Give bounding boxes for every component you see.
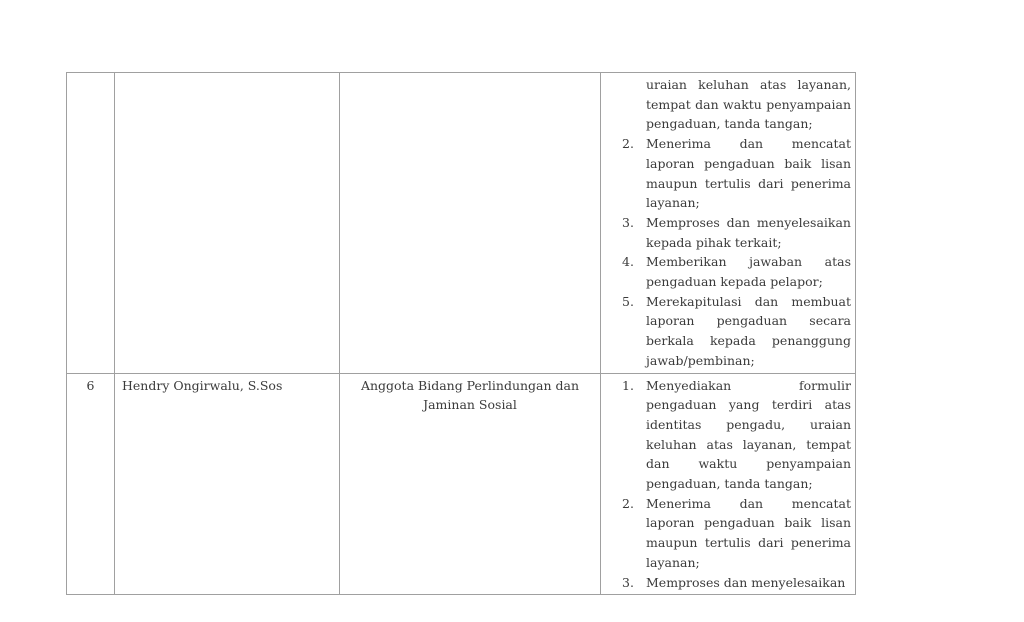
member-position: Anggota Bidang Perlindungan dan Jaminan Sosial xyxy=(360,377,580,413)
duty-item-number: 2. xyxy=(622,136,634,152)
cell-name xyxy=(115,373,340,595)
duty-continuation-text: uraian keluhan atas layanan, tempat dan waktu penyampaian pengaduan, tanda tangan; xyxy=(646,77,851,132)
duties-list xyxy=(605,75,851,371)
duty-item xyxy=(622,573,851,593)
duty-item-text: Memberikan jawaban atas pengaduan kepada pelapor; xyxy=(646,254,851,290)
duty-item xyxy=(622,134,851,213)
member-name: Hendry Ongirwalu, S.Sos xyxy=(122,377,283,393)
duty-item-number: 4. xyxy=(622,254,634,270)
cell-duties xyxy=(601,73,856,374)
duty-item-number: 5. xyxy=(622,293,634,309)
duty-item-text: Menyediakan formulir pengaduan yang terdiri atas identitas pengadu, uraian keluhan atas layanan, tempat dan waktu penyampaian pengaduan, tanda tangan; xyxy=(646,377,851,492)
duty-item-number: 3. xyxy=(622,574,634,590)
duty-item xyxy=(622,292,851,371)
table-row xyxy=(67,373,856,595)
duty-item-text: Menerima dan mencatat laporan pengaduan baik lisan maupun tertulis dari penerima layanan; xyxy=(646,495,851,570)
duty-item-number: 3. xyxy=(622,214,634,230)
duties-list xyxy=(605,376,851,593)
duties-table xyxy=(66,72,856,595)
table-row xyxy=(67,73,856,374)
duty-item-text: Menerima dan mencatat laporan pengaduan baik lisan maupun tertulis dari penerima layanan; xyxy=(646,136,851,211)
cell-position xyxy=(340,73,601,374)
duty-item xyxy=(622,252,851,291)
cell-position xyxy=(340,373,601,595)
cell-number xyxy=(67,373,115,595)
duty-item-number: 2. xyxy=(622,495,634,511)
row-number: 6 xyxy=(86,377,95,393)
duty-item-text: Merekapitulasi dan membuat laporan pengaduan secara berkala kepada penanggung jawab/pembinan; xyxy=(646,293,851,368)
duty-item xyxy=(622,376,851,494)
cell-name xyxy=(115,73,340,374)
duty-item-number: 1. xyxy=(622,377,634,393)
duty-item-text: Memproses dan menyelesaikan xyxy=(646,574,846,590)
cell-duties xyxy=(601,373,856,595)
duty-item xyxy=(622,494,851,573)
duty-item-text: Memproses dan menyelesaikan kepada pihak terkait; xyxy=(646,214,851,250)
cell-number xyxy=(67,73,115,374)
duty-item xyxy=(622,213,851,252)
